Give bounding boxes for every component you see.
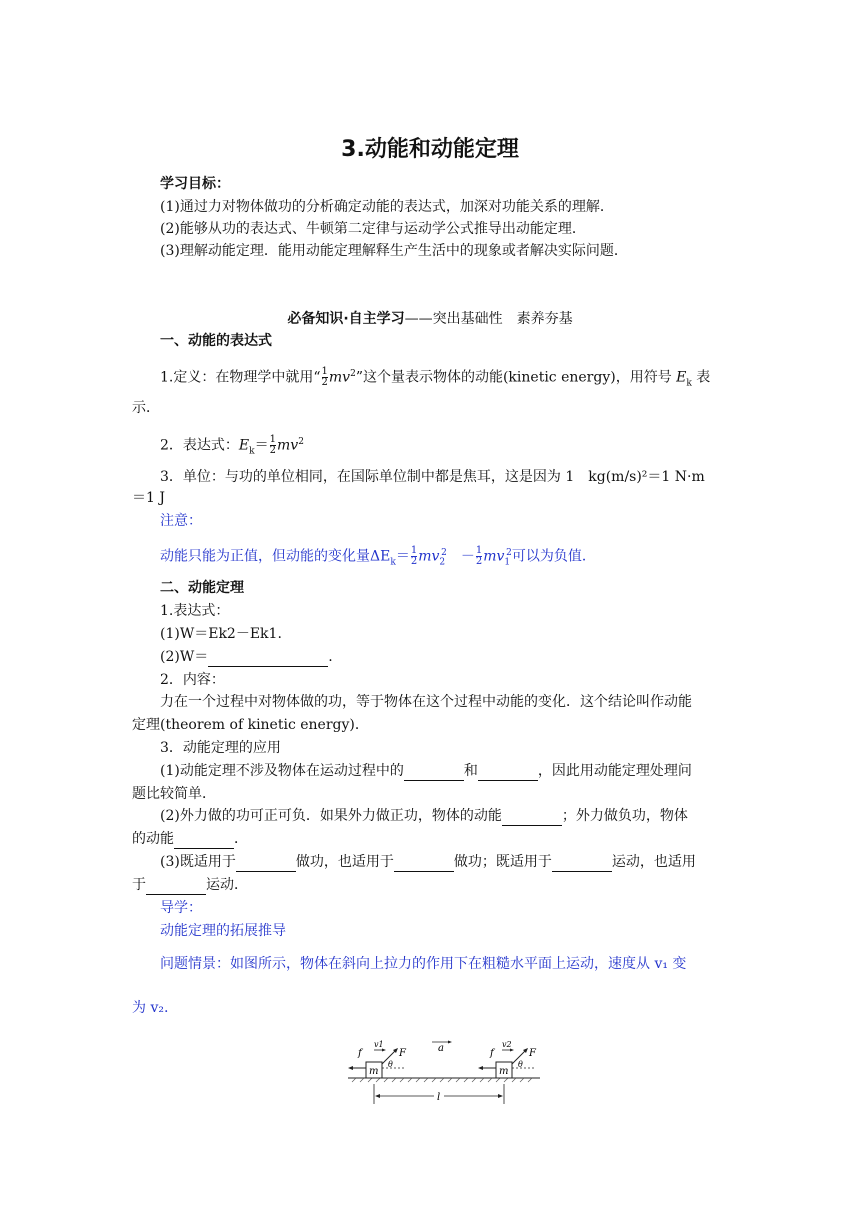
mass-label-right: m bbox=[499, 1066, 509, 1077]
application-3-wrap-b: 运动． bbox=[206, 877, 248, 893]
content-heading: 2．内容： bbox=[160, 672, 225, 688]
unit-line-1: 3．单位：与功的单位相同，在国际单位制中都是焦耳，这是因为 1 kg(m/s)²＝1 N·m bbox=[160, 469, 705, 485]
half-fraction: $\frac{1}{2}$ bbox=[410, 545, 418, 568]
velocity-label-1: v1 bbox=[374, 1040, 384, 1049]
page-title: 3.动能和动能定理 bbox=[341, 137, 519, 162]
motion-figure bbox=[340, 1036, 550, 1108]
section-banner-bold: 必备知识·自主学习 bbox=[287, 311, 405, 327]
objective-2: (2)能够从功的表达式、牛顿第二定律与运动学公式推导出动能定理． bbox=[160, 221, 586, 237]
section-2-heading: 二、动能定理 bbox=[160, 580, 244, 596]
note-line: 动能只能为正值，但动能的变化量$\Delta E_k=$ $\frac{1}{2}$ $mv_2^2$ － $\frac{1}{2}$ $mv_1^2$可以为负值． bbox=[160, 545, 596, 568]
section-1-heading: 一、动能的表达式 bbox=[160, 333, 272, 349]
application-3-part-b: 做功，也适用于 bbox=[295, 854, 394, 870]
definition-prefix: 1.定义：在物理学中就用“ bbox=[160, 369, 321, 386]
application-2-wrap-a: 的动能 bbox=[132, 831, 174, 847]
definition-suffix: 表 bbox=[691, 369, 711, 386]
note-suffix: 可以为负值． bbox=[511, 548, 596, 565]
answer-blank[interactable] bbox=[404, 766, 464, 781]
mass-label-left: m bbox=[369, 1066, 379, 1077]
expression-prefix: 2．表达式： bbox=[160, 437, 239, 454]
application-2-wrap bbox=[132, 829, 248, 849]
expression-2-prefix: (2)W＝ bbox=[160, 649, 209, 665]
unit-line-2: ＝1 J bbox=[132, 490, 165, 506]
expression-2-suffix: . bbox=[328, 649, 333, 665]
answer-blank[interactable] bbox=[146, 880, 206, 895]
answer-blank[interactable] bbox=[174, 834, 234, 849]
guide-heading: 导学： bbox=[160, 900, 202, 916]
section-banner-rest: ——突出基础性 素养夯基 bbox=[404, 311, 573, 327]
application-1-part-a: (1)动能定理不涉及物体在运动过程中的 bbox=[160, 763, 404, 779]
note-prefix: 动能只能为正值，但动能的变化量ΔE bbox=[160, 548, 391, 565]
distance-label: l bbox=[437, 1092, 441, 1103]
theorem-expression-heading: 1.表达式： bbox=[160, 603, 230, 619]
force-label-left: F bbox=[399, 1048, 406, 1059]
application-2-wrap-b: ． bbox=[234, 831, 248, 847]
answer-blank[interactable] bbox=[236, 857, 296, 872]
application-heading: 3．动能定理的应用 bbox=[160, 740, 281, 756]
friction-label-left: f bbox=[358, 1048, 362, 1059]
problem-line-1: 问题情景：如图所示，物体在斜向上拉力的作用下在粗糙水平面上运动，速度从 v₁ 变 bbox=[160, 956, 687, 972]
definition-middle: ”这个量表示物体的动能(kinetic energy)，用符号 bbox=[355, 369, 677, 386]
section-banner bbox=[0, 309, 860, 329]
half-fraction: $\frac{1}{2}$ bbox=[269, 434, 276, 457]
theorem-expression-1: (1)W＝Ek2－Ek1. bbox=[160, 626, 282, 642]
answer-blank[interactable] bbox=[552, 857, 612, 872]
force-label-right: F bbox=[529, 1048, 536, 1059]
half-fraction: $\frac{1}{2}$ bbox=[321, 366, 328, 389]
application-3-wrap bbox=[132, 875, 248, 895]
application-1-part-b: 和 bbox=[463, 763, 478, 779]
guide-subheading: 动能定理的拓展推导 bbox=[160, 923, 286, 939]
objective-3: (3)理解动能定理．能用动能定理解释生产生活中的现象或者解决实际问题． bbox=[160, 243, 628, 259]
application-1 bbox=[160, 761, 692, 781]
application-3 bbox=[160, 852, 696, 872]
answer-blank[interactable] bbox=[208, 652, 328, 667]
application-2-part-b: ；外力做负功，物体 bbox=[561, 808, 688, 824]
angle-label-left: θ bbox=[388, 1060, 393, 1069]
problem-line-2: 为 v₂. bbox=[132, 1000, 169, 1016]
definition-line: 1.定义：在物理学中就用“ $\frac{1}{2}$ $mv^2$”这个量表示物体的动能(kinetic energy)，用符号 $E_k$ 表 bbox=[160, 366, 711, 389]
objectives-heading: 学习目标： bbox=[160, 176, 230, 192]
application-1-wrap: 题比较简单． bbox=[132, 786, 216, 802]
content-line-2: 定理(theorem of kinetic energy)． bbox=[132, 717, 369, 733]
application-3-part-d: 运动，也适用 bbox=[611, 854, 696, 870]
application-3-wrap-a: 于 bbox=[132, 877, 146, 893]
application-2 bbox=[160, 806, 688, 826]
acceleration-label: a bbox=[438, 1043, 444, 1054]
definition-wrap: 示． bbox=[132, 400, 160, 416]
friction-label-right: f bbox=[490, 1048, 494, 1059]
velocity-label-2: v2 bbox=[502, 1040, 512, 1049]
answer-blank[interactable] bbox=[394, 857, 454, 872]
answer-blank[interactable] bbox=[502, 811, 562, 826]
application-3-part-c: 做功；既适用于 bbox=[453, 854, 552, 870]
content-line-1: 力在一个过程中对物体做的功，等于物体在这个过程中动能的变化．这个结论叫作动能 bbox=[160, 694, 692, 710]
answer-blank[interactable] bbox=[478, 766, 538, 781]
objective-1: (1)通过力对物体做功的分析确定动能的表达式，加深对功能关系的理解． bbox=[160, 199, 614, 215]
application-2-part-a: (2)外力做的功可正可负．如果外力做正功，物体的动能 bbox=[160, 808, 502, 824]
half-fraction: $\frac{1}{2}$ bbox=[475, 545, 483, 568]
angle-label-right: θ bbox=[518, 1060, 523, 1069]
application-1-part-c: ，因此用动能定理处理问 bbox=[537, 763, 692, 779]
note-heading: 注意： bbox=[160, 513, 202, 529]
expression-line: 2．表达式：$E_k=$ $\frac{1}{2}$ $mv^2$ bbox=[160, 434, 304, 457]
application-3-part-a: (3)既适用于 bbox=[160, 854, 236, 870]
theorem-expression-2 bbox=[160, 647, 333, 667]
